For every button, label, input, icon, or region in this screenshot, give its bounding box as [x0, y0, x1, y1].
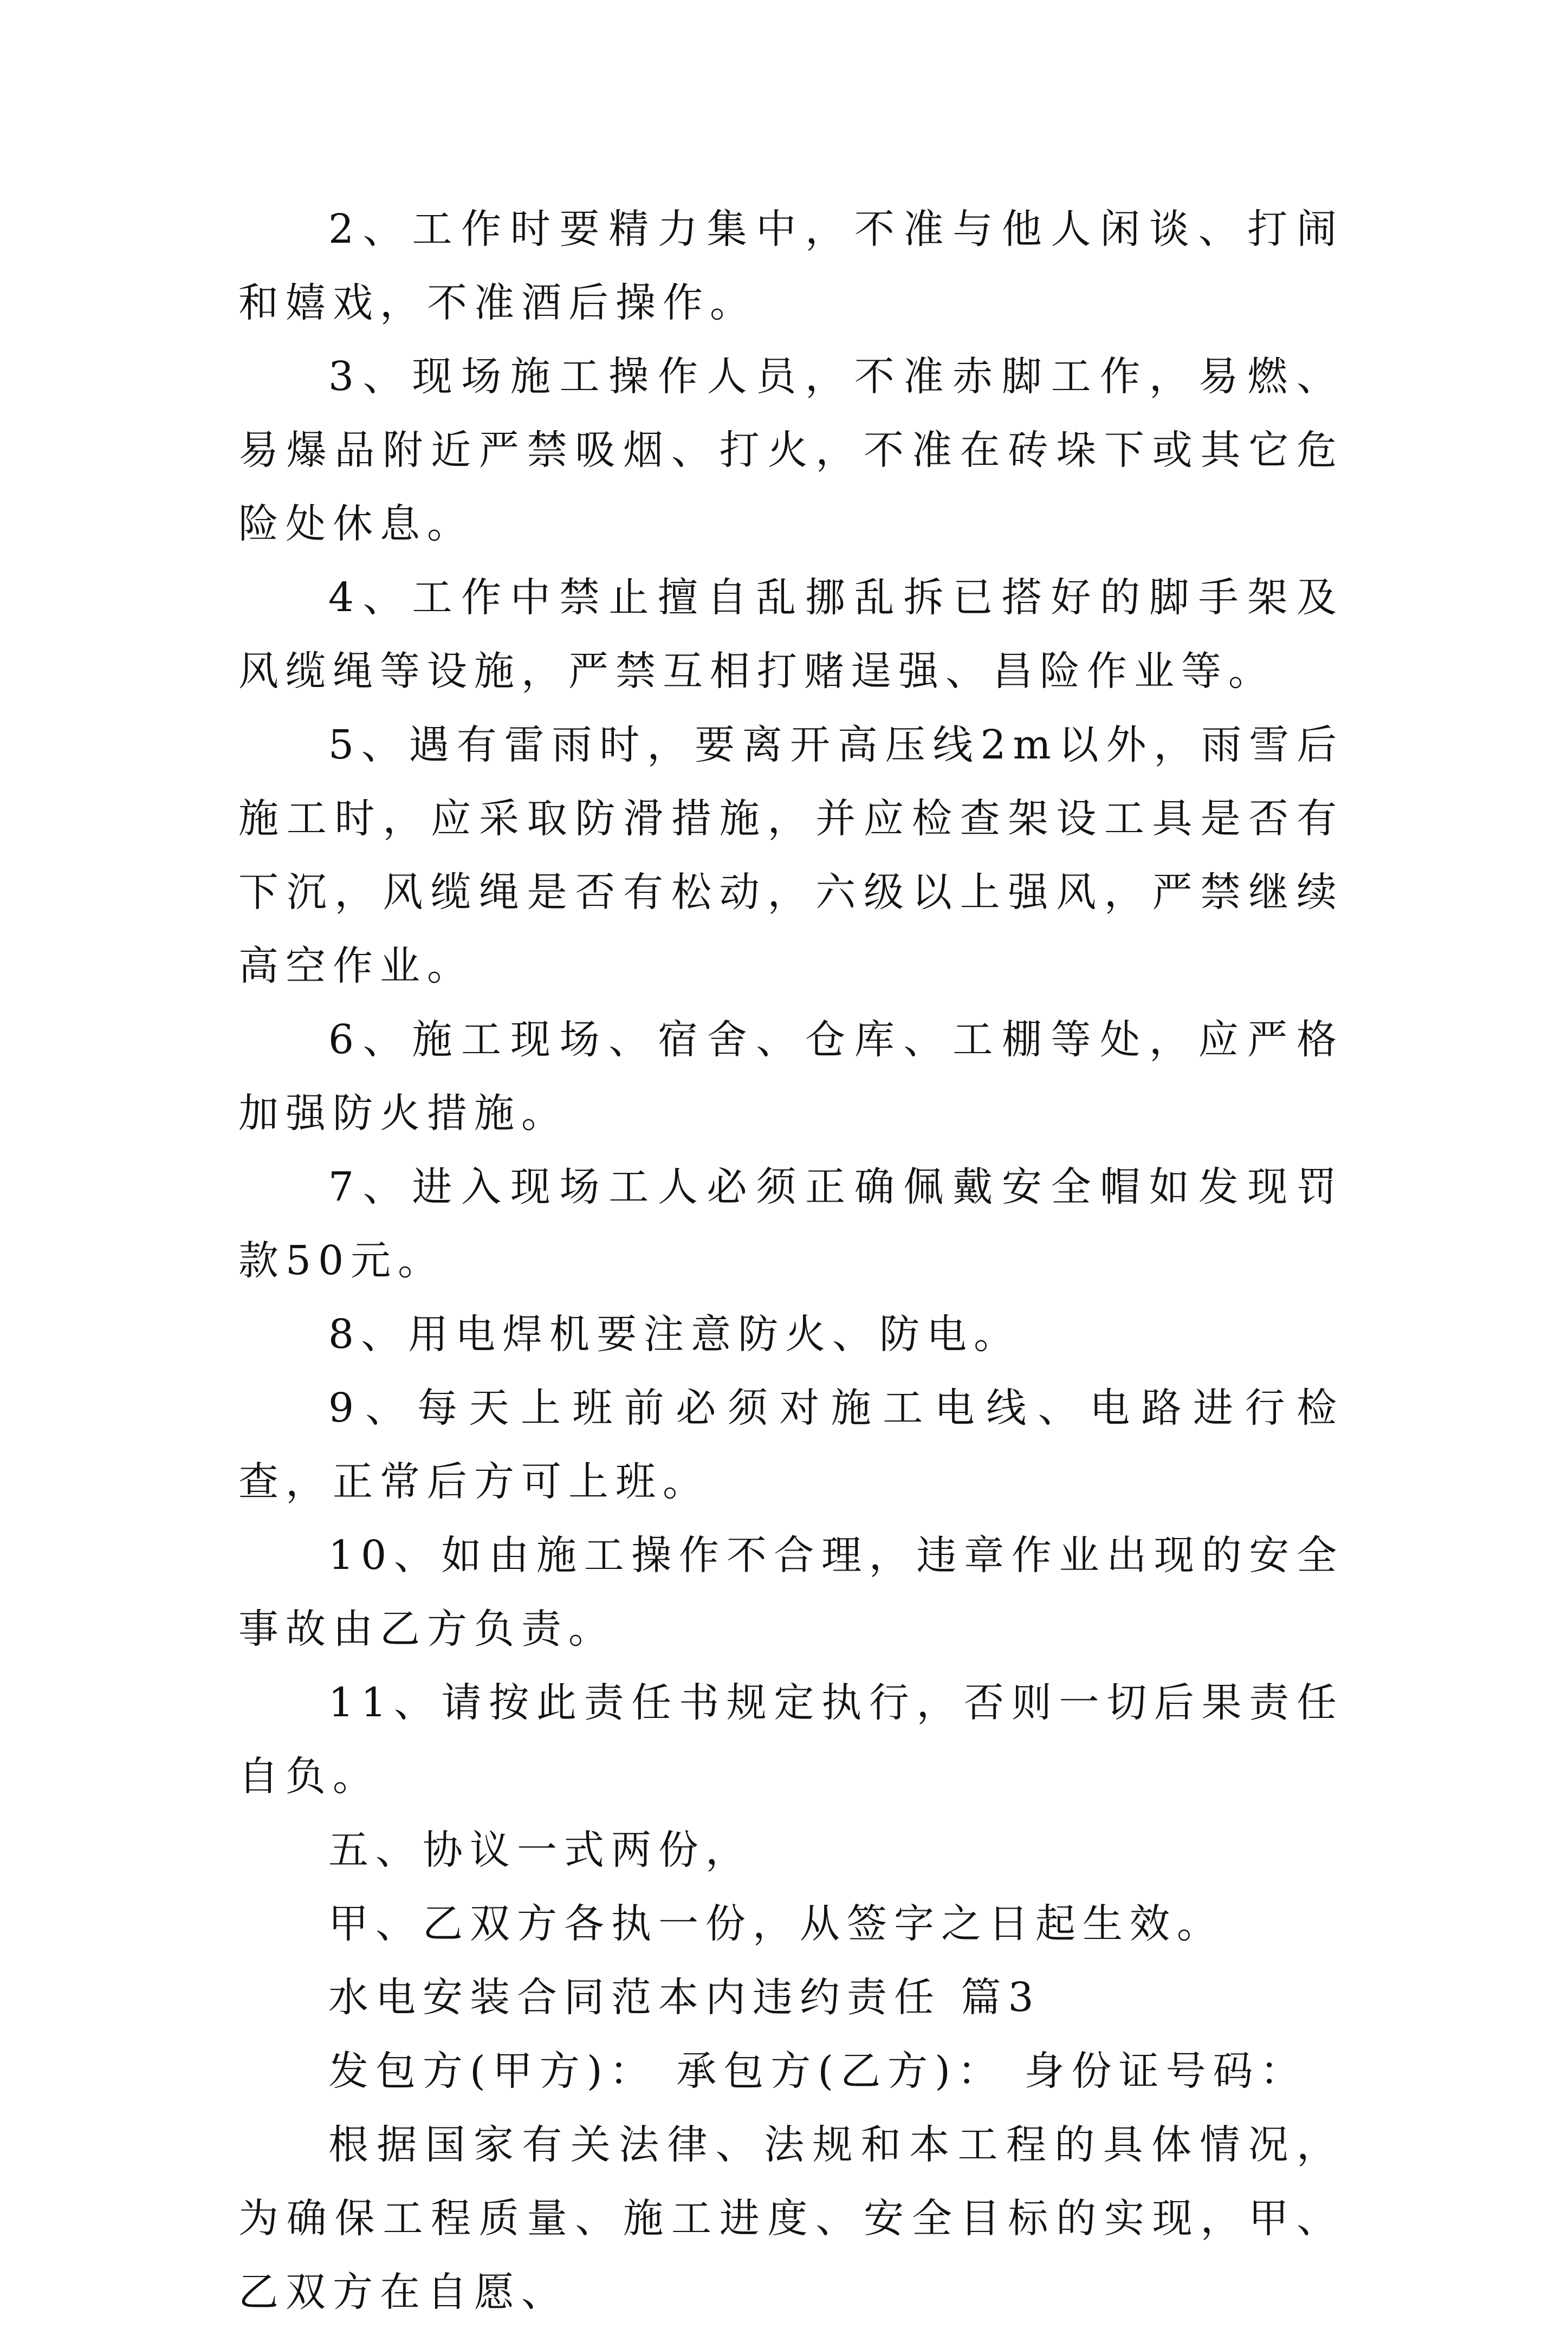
- paragraph-section-title: 水电安装合同范本内违约责任 篇3: [328, 1974, 1041, 2021]
- paragraph-item-5: 5、遇有雷雨时，要离开高压线2m以外，雨雪后施工时，应采取防滑措施，并应检查架设工具是否有下沉，风缆绳是否有松动，六级以上强风，严禁继续高空作业。: [238, 722, 1344, 989]
- paragraph-intro: 根据国家有关法律、法规和本工程的具体情况，为确保工程质量、施工进度、安全目标的实现，甲、乙双方在自愿、: [238, 2122, 1344, 2315]
- paragraph-item-8: 8、用电焊机要注意防火、防电。: [328, 1311, 1021, 1358]
- paragraph-item-7: 7、进入现场工人必须正确佩戴安全帽如发现罚款50元。: [238, 1164, 1344, 1284]
- paragraph-item-3: 3、现场施工操作人员，不准赤脚工作，易燃、易爆品附近严禁吸烟、打火，不准在砖垛下或其它危险处休息。: [238, 353, 1344, 547]
- paragraph-parties: 发包方(甲方)： 承包方(乙方)： 身份证号码：: [328, 2048, 1307, 2094]
- paragraph-item-10: 10、如由施工操作不合理，违章作业出现的安全事故由乙方负责。: [238, 1532, 1344, 1652]
- paragraph-item-9: 9、每天上班前必须对施工电线、电路进行检查，正常后方可上班。: [238, 1385, 1344, 1505]
- paragraph-effective-date: 甲、乙双方各执一份，从签字之日起生效。: [328, 1900, 1224, 1947]
- paragraph-item-2: 2、工作时要精力集中，不准与他人闲谈、打闹和嬉戏，不准酒后操作。: [238, 206, 1344, 326]
- paragraph-item-4: 4、工作中禁止擅自乱挪乱拆已搭好的脚手架及风缆绳等设施，严禁互相打赌逞强、昌险作业等。: [238, 574, 1344, 695]
- document-body: [238, 192, 1344, 2329]
- paragraph-section-five: 五、协议一式两份，: [328, 1827, 753, 1873]
- paragraph-item-6: 6、施工现场、宿舍、仓库、工棚等处，应严格加强防火措施。: [238, 1016, 1344, 1137]
- paragraph-item-11: 11、请按此责任书规定执行，否则一切后果责任自负。: [238, 1679, 1344, 1800]
